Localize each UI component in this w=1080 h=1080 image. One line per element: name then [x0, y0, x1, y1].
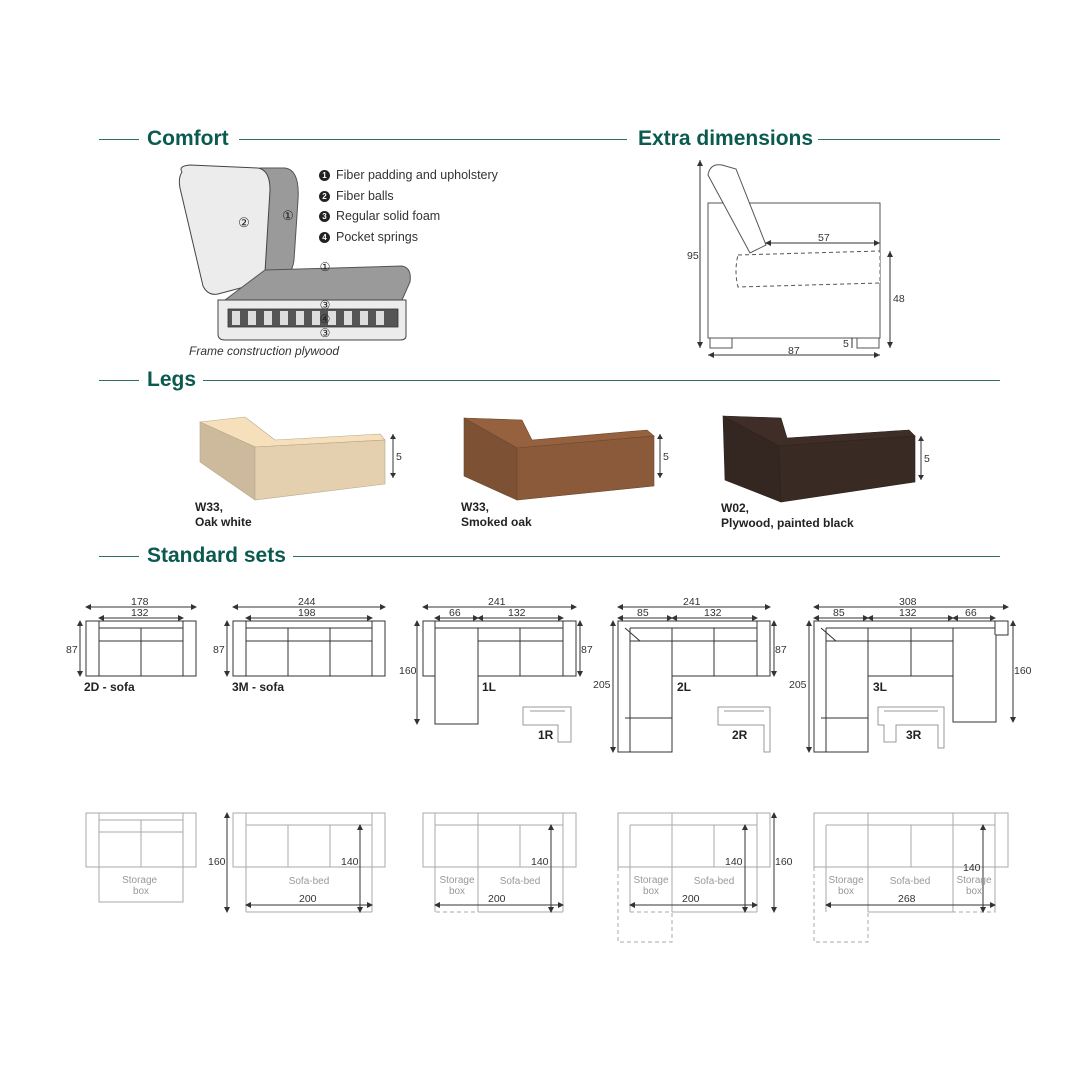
- bed-3l-width: 268: [898, 893, 916, 905]
- set-2d-depth: 87: [66, 644, 78, 656]
- bed-2l-sofa-bed-label: Sofa-bed: [693, 876, 735, 887]
- set-2r-label: 2R: [732, 728, 748, 742]
- bed-3m-sofa-bed-label: Sofa-bed: [288, 876, 330, 887]
- dim-height-total: 95: [687, 250, 699, 262]
- bed-2d-storage-text: Storage: [122, 875, 158, 886]
- set-2l-depth: 87: [775, 644, 787, 656]
- set-3l-label: 3L: [873, 680, 888, 694]
- set-1l: [417, 607, 580, 742]
- number-badge-1: 1: [319, 170, 330, 181]
- leg-oak-white-image: [195, 412, 410, 502]
- bed-3l-length: 140: [963, 862, 981, 874]
- leg-smoked-oak-label: [461, 500, 532, 530]
- storage-box-second-line: box: [448, 886, 466, 897]
- storage-box-second-line: box: [132, 886, 150, 897]
- legs-rule-left: [99, 380, 139, 381]
- bed-3m-height: 160: [208, 856, 226, 868]
- leg-black-plywood-label: [721, 501, 854, 531]
- set-2l-left: 85: [637, 607, 649, 619]
- bed-3m-width: 200: [299, 893, 317, 905]
- leg-oak-white-name: Oak white: [195, 515, 252, 529]
- leg-smoked-oak-height: 5: [663, 451, 669, 463]
- leg-black-plywood-front: [779, 436, 915, 502]
- set-1l-depth: 87: [581, 644, 593, 656]
- seat-marker-4: ④: [319, 312, 331, 326]
- seat-marker-3-bottom: ③: [319, 326, 331, 340]
- set-3l-right: 66: [965, 607, 977, 619]
- frame-construction-caption: Frame construction plywood: [189, 344, 340, 358]
- dim-seat-height: 48: [893, 293, 905, 305]
- set-1l-inner: 132: [508, 607, 526, 619]
- storage-box-second-line: box: [642, 886, 660, 897]
- set-2d-inner: 132: [131, 607, 149, 619]
- back-cushion-marker-2: ②: [238, 215, 250, 230]
- set-1l-left: 66: [449, 607, 461, 619]
- comfort-item-4-label: Pocket springs: [336, 230, 418, 244]
- comfort-item-3: [319, 209, 440, 223]
- standard-sets-diagrams: [0, 590, 1080, 760]
- sofa-bed-diagrams: [0, 800, 1080, 950]
- leg-smoked-oak-code: W33,: [461, 500, 490, 514]
- seat-marker-3-top: ③: [319, 298, 331, 312]
- bed-2d-storage-label: [122, 875, 160, 897]
- leg-oak-white-label: [195, 500, 252, 530]
- bed-3m-length: 140: [341, 856, 359, 868]
- seat-marker-1: ①: [319, 260, 331, 274]
- bed-2l-length: 140: [725, 856, 743, 868]
- comfort-title: Comfort: [147, 127, 229, 150]
- bed-3l-storage-right-text: Storage: [956, 875, 992, 886]
- set-3l-long-right: 160: [1014, 665, 1032, 677]
- comfort-cushion-illustration: [170, 160, 430, 345]
- extra-dimensions-title: Extra dimensions: [638, 127, 814, 150]
- bed-3l-sofa-bed-label: Sofa-bed: [889, 876, 931, 887]
- storage-box-second-line: box: [837, 886, 855, 897]
- comfort-item-4: [319, 230, 418, 244]
- leg-oak-white-code: W33,: [195, 500, 224, 514]
- set-2l-label: 2L: [677, 680, 692, 694]
- standard-sets-title: Standard sets: [147, 544, 286, 567]
- bed-3l-storage-right-label: [956, 875, 991, 897]
- bed-1l-sofa-bed-label: Sofa-bed: [499, 876, 541, 887]
- leg-black-plywood-code: W02,: [721, 501, 750, 515]
- set-2d-label: 2D - sofa: [84, 680, 135, 694]
- dim-seat-depth: 57: [818, 232, 830, 244]
- bed-2l-storage-text: Storage: [633, 875, 669, 886]
- number-badge-4: 4: [319, 232, 330, 243]
- set-3l-left: 85: [833, 607, 845, 619]
- set-3m-label: 3M - sofa: [232, 680, 285, 694]
- comfort-item-2: [319, 189, 394, 203]
- set-1r-label: 1R: [538, 728, 554, 742]
- bed-2l-width: 200: [682, 893, 700, 905]
- set-3r-label: 3R: [906, 728, 922, 742]
- set-3m-total: 244: [298, 596, 316, 608]
- extra-dimensions-drawing: [680, 155, 910, 365]
- set-3l-inner: 132: [899, 607, 917, 619]
- leg-oak-white-front: [255, 440, 385, 500]
- leg-oak-white-height: 5: [396, 451, 402, 463]
- legs-title: Legs: [147, 368, 197, 391]
- bed-1l-width: 200: [488, 893, 506, 905]
- bed-1l-storage-text: Storage: [439, 875, 475, 886]
- comfort-rule-left: [99, 139, 139, 140]
- bed-3l-storage-left-text: Storage: [828, 875, 864, 886]
- set-3l-long: 205: [789, 679, 807, 691]
- leg-smoked-oak-image: [462, 412, 677, 502]
- sets-rule-left: [99, 556, 139, 557]
- storage-box-second-line: box: [965, 886, 983, 897]
- set-3m-depth: 87: [213, 644, 225, 656]
- number-badge-3: 3: [319, 211, 330, 222]
- leg-black-plywood-height: 5: [924, 453, 930, 465]
- comfort-item-3-label: Regular solid foam: [336, 209, 441, 223]
- back-cushion-marker-1: ①: [282, 208, 294, 223]
- leg-black-plywood-name: Plywood, painted black: [721, 516, 854, 530]
- set-2l-inner: 132: [704, 607, 722, 619]
- leg-smoked-oak-name: Smoked oak: [461, 515, 532, 529]
- set-2d-total: 178: [131, 596, 149, 608]
- comfort-item-1: [319, 168, 498, 182]
- set-3l-total: 308: [899, 596, 917, 608]
- number-badge-2: 2: [319, 191, 330, 202]
- leg-black-plywood-image: [721, 414, 936, 506]
- set-1l-long: 160: [399, 665, 417, 677]
- sets-rule-right: [293, 556, 1000, 557]
- bed-2l-storage-label: [633, 875, 668, 897]
- set-2l-total: 241: [683, 596, 701, 608]
- extra-rule-right: [818, 139, 1000, 140]
- set-2l-long: 205: [593, 679, 611, 691]
- bed-3l-storage-left-label: [828, 875, 863, 897]
- dim-leg-height: 5: [843, 338, 849, 350]
- set-1l-total: 241: [488, 596, 506, 608]
- comfort-item-1-label: Fiber padding and upholstery: [336, 168, 498, 182]
- comfort-item-2-label: Fiber balls: [336, 189, 394, 203]
- set-2l: [613, 607, 774, 752]
- legs-rule-right: [203, 380, 1000, 381]
- dim-depth: 87: [788, 345, 800, 357]
- bed-1l-storage-label: [439, 875, 474, 897]
- bed-2l-height: 160: [775, 856, 793, 868]
- comfort-rule-right: [239, 139, 627, 140]
- set-3m-inner: 198: [298, 607, 316, 619]
- set-1l-label: 1L: [482, 680, 497, 694]
- bed-1l-length: 140: [531, 856, 549, 868]
